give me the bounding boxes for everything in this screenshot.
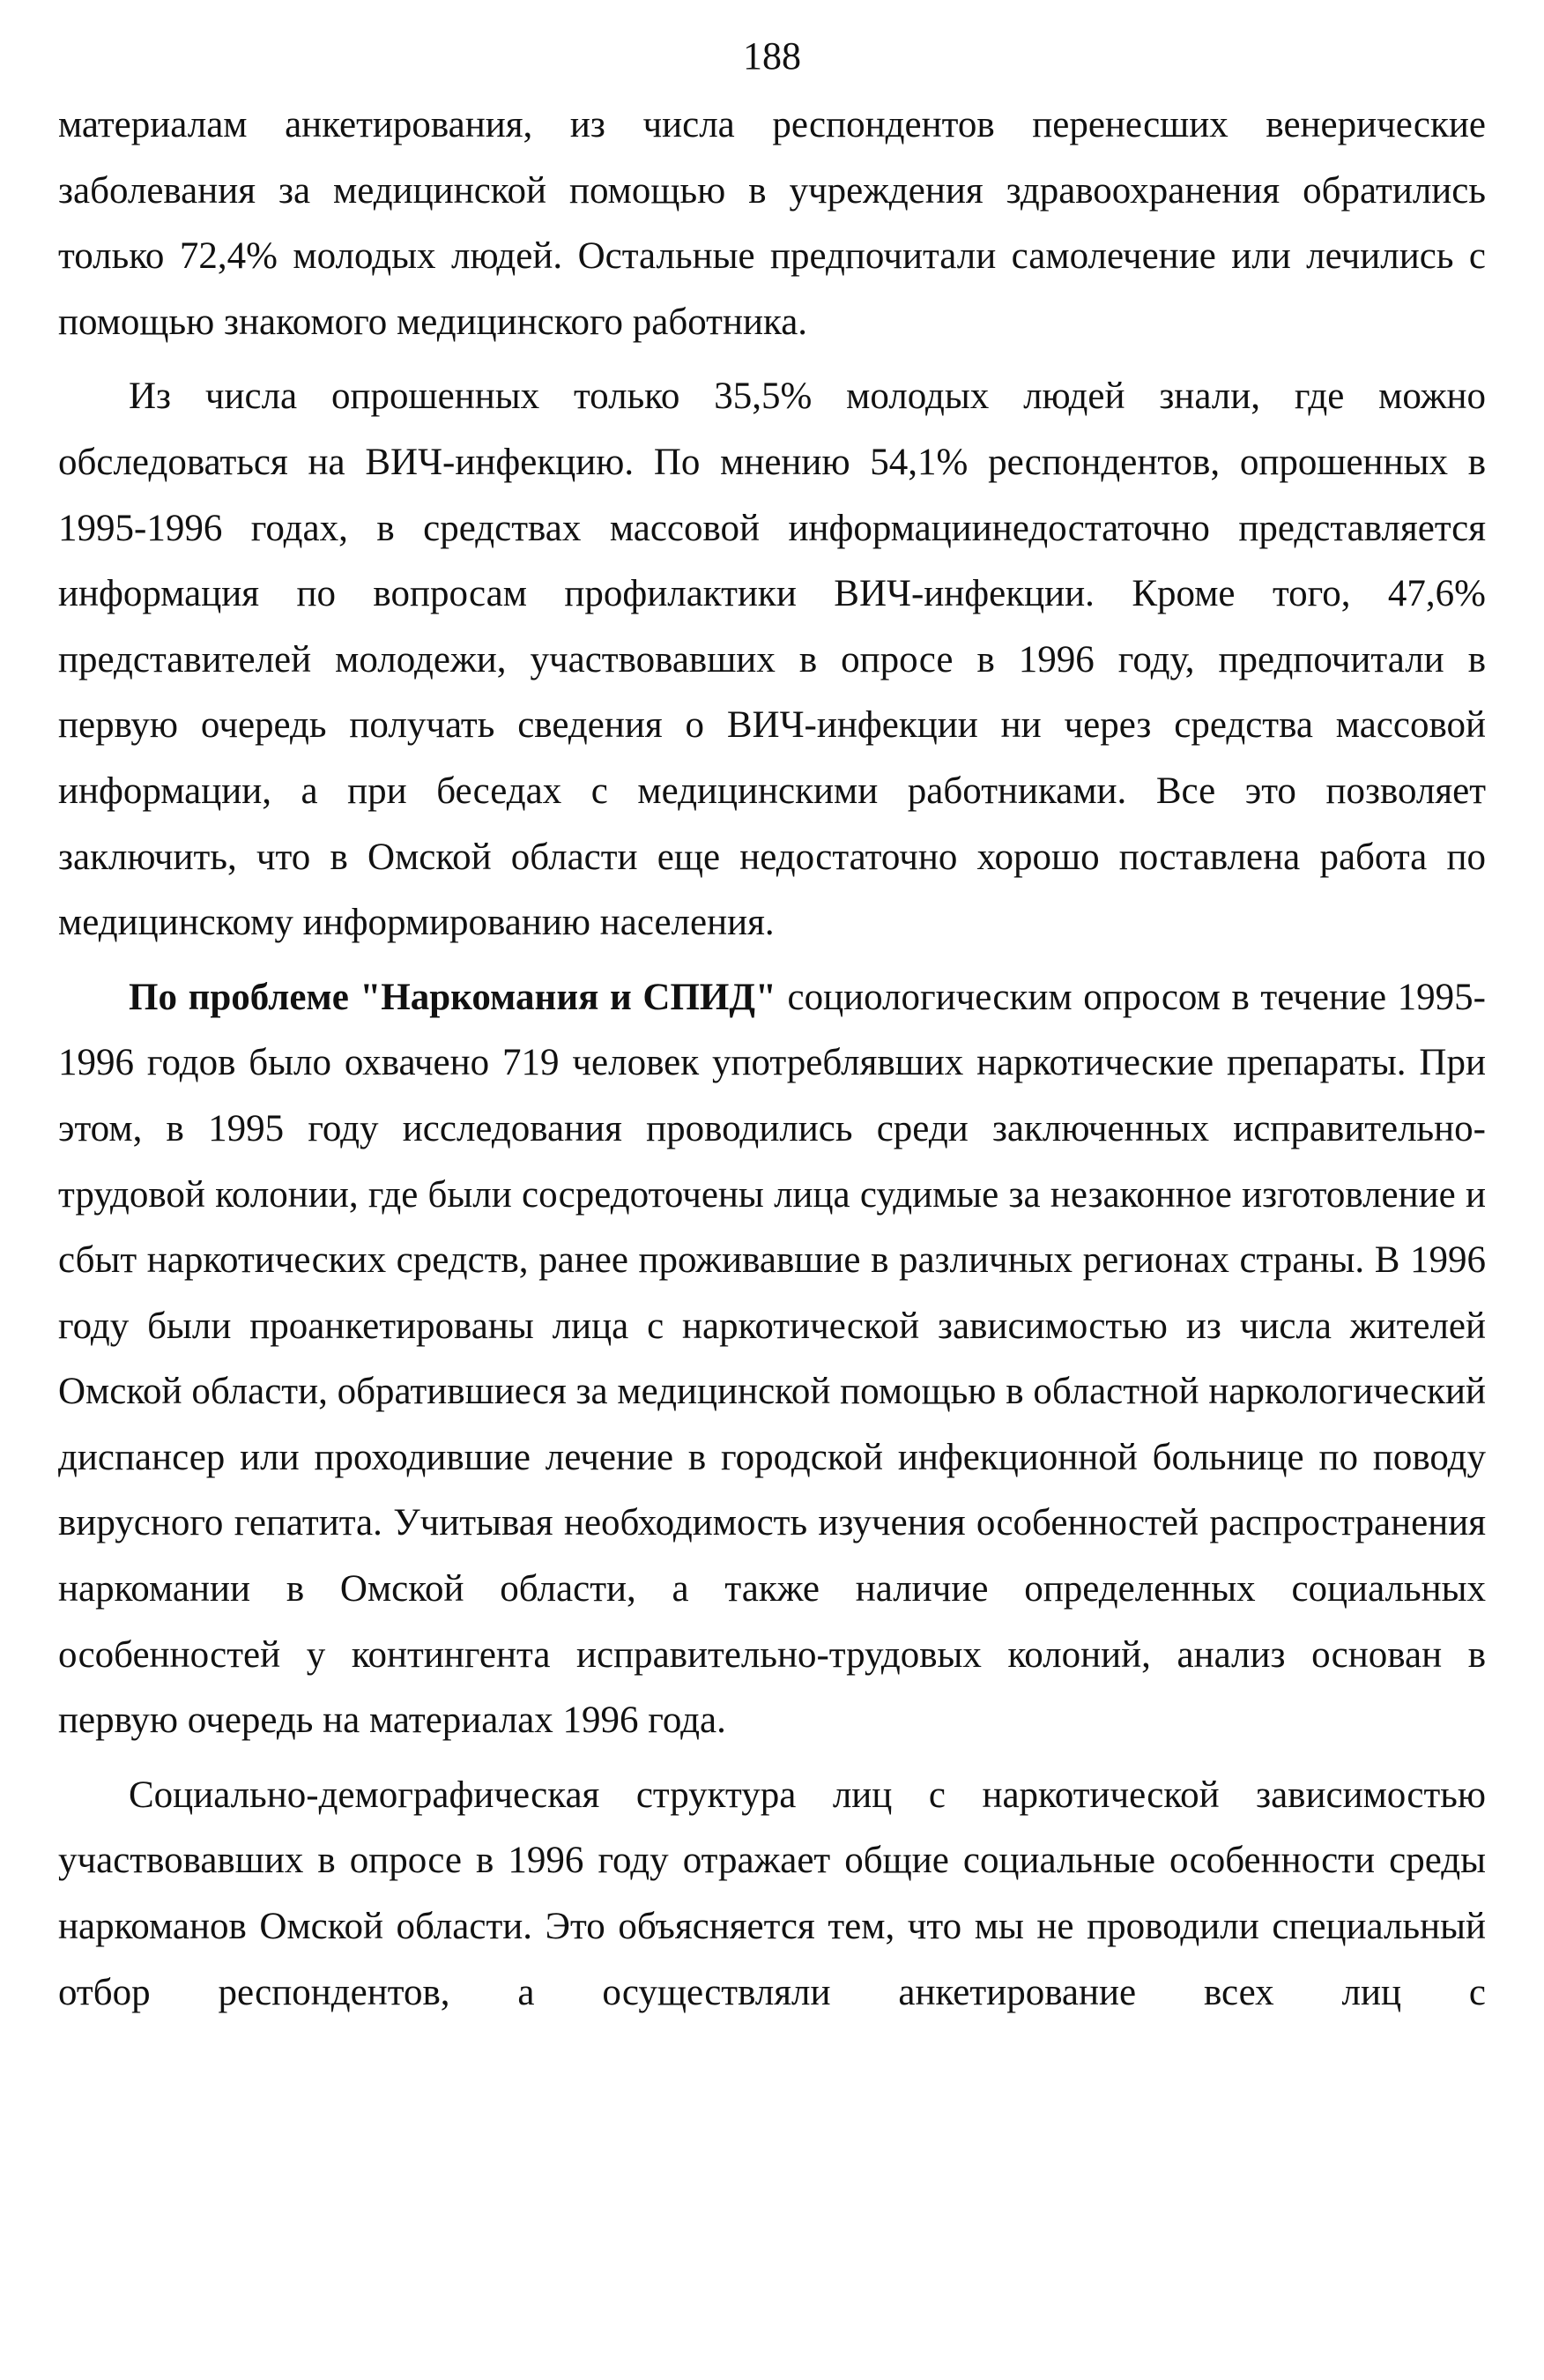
paragraph-body: социологическим опросом в течение 1995-1996 годов было охвачено 719 человек употреблявших наркотические препараты. При этом, в 1995 году исследования проводились среди заключенных исправительно-трудовой колонии, где были сосредоточены лица судимые за незаконное изготовление и сбыт наркотических средств, ранее проживавшие в различных регионах страны. В 1996 году были проанкетированы лица с наркотической зависимостью из числа жителей Омской области, обратившиеся за медицинской помощью в областной наркологический диспансер или проходившие лечение в городской инфекционной больнице по поводу вирусного гепатита. Учитывая необходимость изучения особенностей распространения наркомании в Омской области, а также наличие определенных социальных особенностей у контингента исправительно-трудовых колоний, анализ основан в первую очередь на материалах 1996 года. (58, 976, 1486, 1742)
paragraph-lead-heading: По проблеме "Наркомания и СПИД" (129, 976, 776, 1018)
page-number: 188 (743, 34, 801, 78)
paragraph-drug-addiction-survey (58, 965, 1486, 1754)
paragraph-social-demographic: Социально-демографическая структура лиц с наркотической зависимостью участвовавших в опросе в 1996 году отражает общие социальные особенности среды наркоманов Омской области. Это объясняется тем, что мы не проводили специальный отбор респондентов, а осуществляли анкетирование всех лиц с (58, 1774, 1486, 2013)
paragraph-std-followup: материалам анкетирования, из числа респондентов перенесших венерические заболевания за медицинской помощью в учреждения здравоохранения обратились только 72,4% молодых людей. Остальные предпочитали самолечение или лечились с помощью знакомого медицинского работника. (58, 104, 1486, 343)
paragraph-hiv-awareness: Из числа опрошенных только 35,5% молодых людей знали, где можно обследоваться на ВИЧ-инфекцию. По мнению 54,1% респондентов, опрошенных в 1995-1996 годах, в средствах массовой информациинедостаточно представляется информация по вопросам профилактики ВИЧ-инфекции. Кроме того, 47,6% представителей молодежи, участвовавших в опросе в 1996 году, предпочитали в первую очередь получать сведения о ВИЧ-инфекции ни через средства массовой информации, а при беседах с медицинскими работниками. Все это позволяет заключить, что в Омской области еще недостаточно хорошо поставлена работа по медицинскому информированию населения. (58, 376, 1486, 944)
body-text (58, 93, 1486, 2034)
